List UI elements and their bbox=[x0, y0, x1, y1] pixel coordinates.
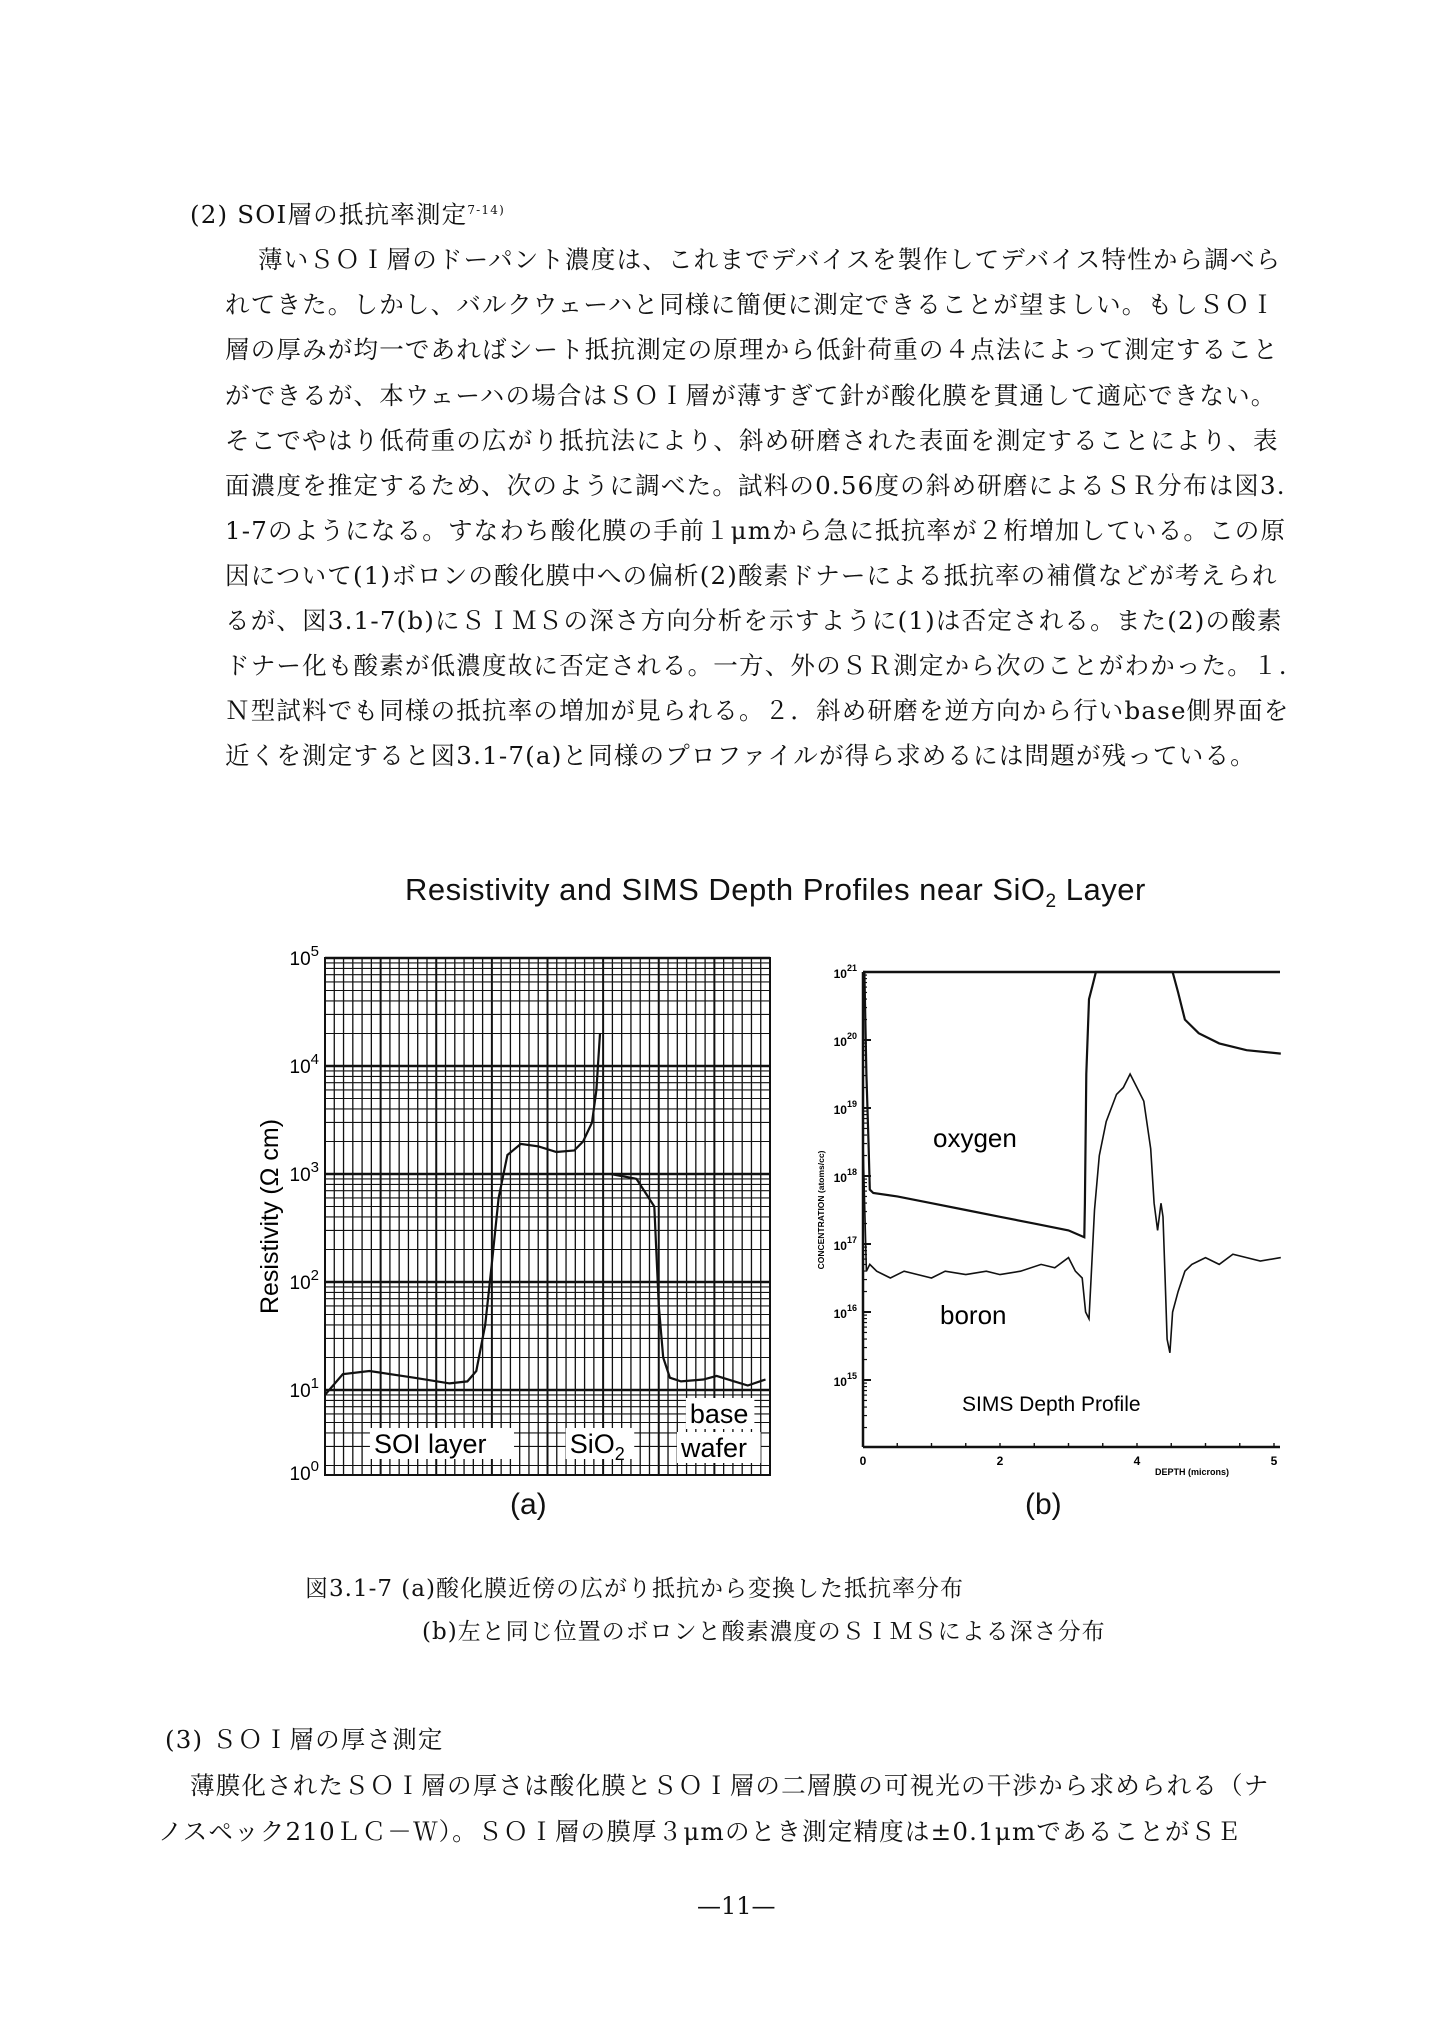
region-label: wafer bbox=[681, 1433, 748, 1463]
x-tick-label: 4 bbox=[1133, 1454, 1141, 1468]
y-tick-exponent: 19 bbox=[846, 1099, 857, 1109]
boron-line bbox=[863, 1074, 1281, 1353]
boron-series-label: boron bbox=[940, 1300, 1007, 1330]
paragraph-line: Ｎ型試料でも同様の抵抗率の増加が見られる。２．斜め研磨を逆方向から行いbase側界面を bbox=[225, 696, 1290, 725]
panel-a-label: (a) bbox=[510, 1488, 547, 1521]
chart-a-grid bbox=[325, 958, 770, 1475]
paragraph-line: 薄膜化されたＳＯＩ層の厚さは酸化膜とＳＯＩ層の二層膜の可視光の干渉から求められる（ナ bbox=[190, 1771, 1270, 1800]
paragraph-line: ノスペック210ＬＣ－Ｗ）。ＳＯＩ層の膜厚３μmのとき測定精度は±0.1μmであることがＳＥ bbox=[158, 1817, 1243, 1846]
y-tick-label: $10^{17}$ bbox=[833, 1235, 857, 1253]
y-tick-exponent: 15 bbox=[846, 1371, 857, 1381]
y-tick-label: $10^0$ bbox=[289, 1458, 319, 1485]
y-tick-exponent: 2 bbox=[310, 1267, 319, 1284]
y-tick-label: $10^{18}$ bbox=[833, 1167, 857, 1185]
paragraph-line: 因について(1)ボロンの酸化膜中への偏析(2)酸素ドナーによる抵抗率の補償などが考えられ bbox=[225, 561, 1278, 590]
y-tick-label: $10^{20}$ bbox=[833, 1031, 857, 1049]
y-tick-label: $10^{16}$ bbox=[833, 1303, 857, 1321]
figure-title-end: Layer bbox=[1056, 872, 1146, 907]
chart-a-resistivity bbox=[230, 940, 790, 1485]
y-tick-label: $10^{19}$ bbox=[833, 1099, 857, 1117]
y-tick-exponent: 17 bbox=[846, 1235, 857, 1245]
paragraph-line: 面濃度を推定するため、次のように調べた。試料の0.56度の斜め研磨によるＳＲ分布は図3. bbox=[225, 471, 1286, 500]
figure-caption-line-2: (b)左と同じ位置のボロンと酸素濃度のＳＩＭＳによる深さ分布 bbox=[422, 1619, 1106, 1645]
paragraph-line: 近くを測定すると図3.1-7(a)と同様のプロファイルが得ら求めるには問題が残っている。 bbox=[225, 741, 1256, 770]
region-label: SiO$_2$ bbox=[569, 1429, 625, 1464]
y-tick-exponent: 21 bbox=[846, 963, 857, 973]
x-tick-label: 5 bbox=[1270, 1454, 1278, 1468]
y-tick-label: $10^{21}$ bbox=[833, 963, 857, 981]
chart-b-sims bbox=[790, 940, 1290, 1500]
chart-a-region-labels bbox=[370, 1398, 761, 1464]
y-tick-label: $10^3$ bbox=[289, 1159, 319, 1186]
page-number: —11— bbox=[697, 1892, 776, 1920]
x-tick-label: 2 bbox=[996, 1454, 1004, 1468]
y-tick-exponent: 18 bbox=[846, 1167, 857, 1177]
paragraph-line: ができるが、本ウェーハの場合はＳＯＩ層が薄すぎて針が酸化膜を貫通して適応できない。 bbox=[225, 381, 1277, 410]
y-tick-label: $10^1$ bbox=[289, 1375, 319, 1402]
sims-depth-profile-annotation: SIMS Depth Profile bbox=[962, 1393, 1141, 1416]
region-label: base bbox=[689, 1399, 749, 1429]
y-tick-label: $10^2$ bbox=[289, 1267, 319, 1294]
y-tick-label: $10^5$ bbox=[289, 943, 319, 970]
paragraph-line: るが、図3.1-7(b)にＳＩＭＳの深さ方向分析を示すように(1)は否定される。また(2)の酸素 bbox=[225, 606, 1283, 635]
figure-title bbox=[405, 872, 1146, 913]
panel-b-label: (b) bbox=[1025, 1488, 1062, 1521]
y-tick-exponent: 0 bbox=[310, 1458, 319, 1475]
paragraph-line: 層の厚みが均一であればシート抵抗測定の原理から低針荷重の４点法によって測定すること bbox=[225, 335, 1279, 364]
section-3-heading: (3) ＳＯＩ層の厚さ測定 bbox=[165, 1725, 444, 1754]
y-tick-label: $10^4$ bbox=[289, 1051, 319, 1078]
figure-title-subscript: 2 bbox=[1045, 891, 1057, 913]
figure-caption-line-1: 図3.1-7 (a)酸化膜近傍の広がり抵抗から変換した抵抗率分布 bbox=[305, 1576, 964, 1602]
y-tick-label: $10^{15}$ bbox=[833, 1371, 857, 1389]
figure-title-main: Resistivity and SIMS Depth Profiles near SiO bbox=[405, 872, 1046, 907]
chart-a-y-ticks bbox=[290, 943, 319, 1485]
y-tick-exponent: 16 bbox=[846, 1303, 857, 1313]
x-tick-label: 0 bbox=[859, 1454, 867, 1468]
region-label-subscript: 2 bbox=[614, 1444, 625, 1464]
paragraph-line: ドナー化も酸素が低濃度故に否定される。一方、外のＳＲ測定から次のことがわかった。１. bbox=[225, 651, 1288, 680]
y-tick-exponent: 5 bbox=[310, 943, 319, 960]
reference-superscript: 7-14) bbox=[467, 202, 505, 217]
paragraph-line: そこでやはり低荷重の広がり抵抗法により、斜め研磨された表面を測定することにより、表 bbox=[225, 426, 1279, 455]
paragraph-line: 薄いＳＯＩ層のドーパント濃度は、これまでデバイスを製作してデバイス特性から調べら bbox=[258, 245, 1282, 274]
oxygen-series-label: oxygen bbox=[933, 1123, 1017, 1153]
y-tick-exponent: 3 bbox=[310, 1159, 319, 1176]
y-tick-exponent: 20 bbox=[846, 1031, 857, 1041]
y-tick-exponent: 1 bbox=[310, 1375, 319, 1392]
paragraph-line: れてきた。しかし、バルクウェーハと同様に簡便に測定できることが望ましい。もしＳＯＩ bbox=[225, 290, 1277, 319]
paragraph-line: 1-7のようになる。すなわち酸化膜の手前１μmから急に抵抗率が２桁増加している。この原 bbox=[225, 516, 1287, 545]
y-tick-exponent: 4 bbox=[310, 1051, 319, 1068]
region-label: SOI layer bbox=[373, 1429, 487, 1459]
oxygen-line bbox=[863, 972, 1281, 1237]
chart-a-y-axis-label: Resistivity (Ω cm) bbox=[256, 1118, 284, 1315]
chart-b-y-axis-label: CONCENTRATION (atoms/cc) bbox=[816, 1150, 826, 1270]
resistivity-line bbox=[325, 1034, 766, 1395]
chart-b-x-axis-label: DEPTH (microns) bbox=[1154, 1467, 1230, 1477]
section-2-heading-text: (2) SOI層の抵抗率測定 bbox=[190, 200, 468, 229]
section-2-heading bbox=[190, 200, 505, 229]
